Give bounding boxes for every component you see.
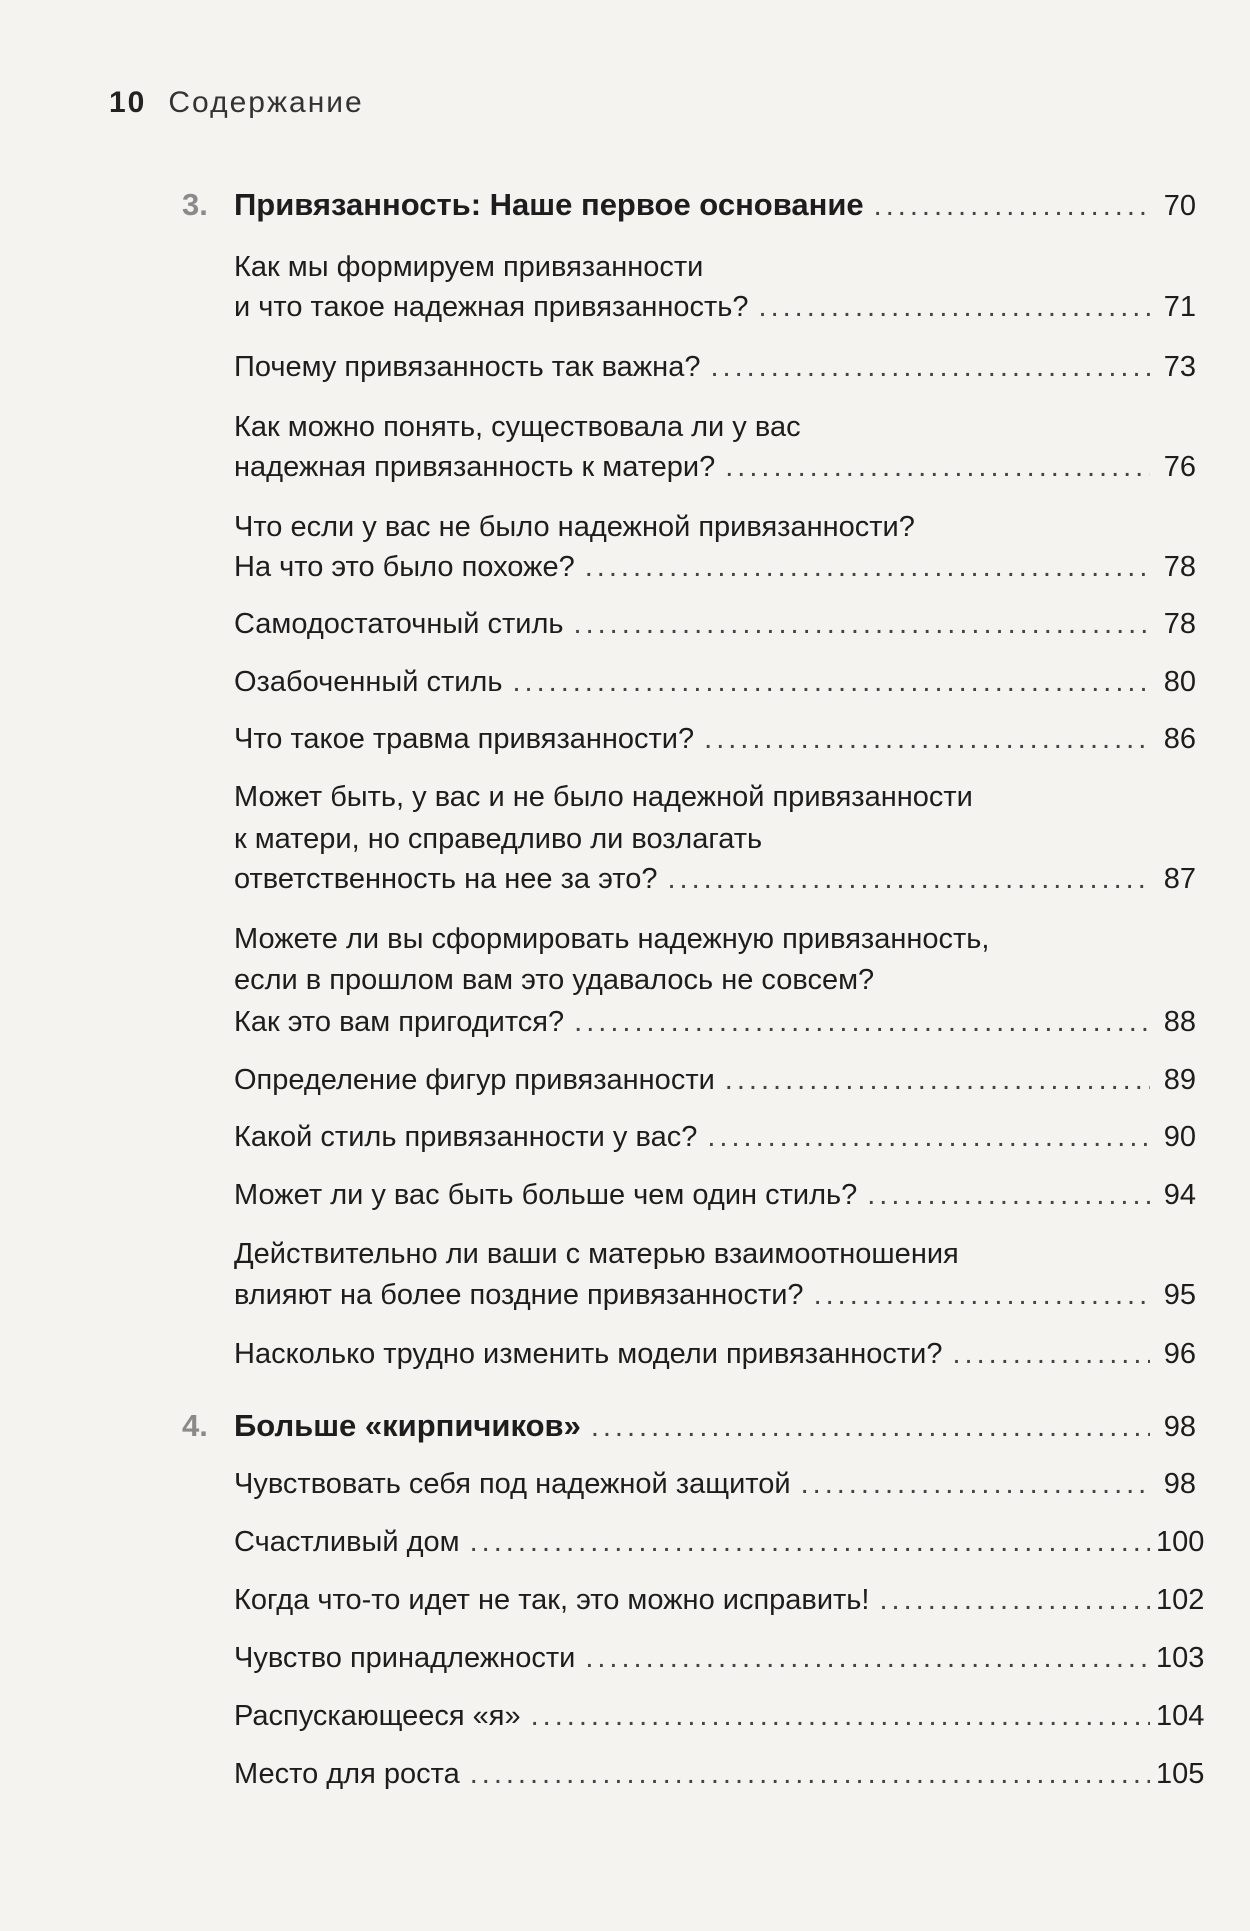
entry-page: 88 (1163, 1006, 1196, 1038)
toc-entry: Какой стиль привязанности у вас? ..... 90 (234, 1120, 1196, 1154)
running-header (109, 86, 364, 120)
chapter-page: 98 (1163, 1411, 1196, 1443)
toc-entry: Почему привязанность так важна? ..... 73 (234, 350, 1196, 384)
leader-dots (874, 189, 1150, 223)
toc-entry-line: Можете ли вы сформировать надежную привязанность, (234, 923, 990, 955)
entry-page: 76 (1163, 451, 1196, 483)
leader-dots (512, 665, 1150, 699)
chapter-number: 3. (182, 187, 208, 222)
leader-dots (531, 1699, 1150, 1733)
toc-entry: Насколько трудно изменить модели привязанности? ..... 96 (234, 1337, 1196, 1371)
entry-page: 78 (1163, 608, 1196, 640)
leader-dots (667, 862, 1150, 896)
entry-page: 105 (1156, 1758, 1205, 1790)
leader-dots (814, 1278, 1150, 1312)
toc-entry: На что это было похоже? ..... 78 (234, 550, 1196, 584)
entry-page: 103 (1156, 1642, 1205, 1674)
leader-dots (707, 1120, 1150, 1154)
toc-entry: Как это вам пригодится? ..... 88 (234, 1005, 1196, 1039)
chapter-page: 70 (1163, 190, 1196, 222)
leader-dots (585, 550, 1150, 584)
entry-page: 90 (1163, 1121, 1196, 1153)
chapter-title: Больше «кирпичиков» (234, 1408, 581, 1443)
leader-dots (759, 290, 1150, 324)
leader-dots (879, 1583, 1150, 1617)
entry-page: 80 (1163, 666, 1196, 698)
leader-dots (704, 722, 1150, 756)
leader-dots (725, 450, 1150, 484)
chapter-4-row (182, 1408, 1196, 1444)
leader-dots (591, 1410, 1150, 1444)
leader-dots (867, 1178, 1150, 1212)
leader-dots (574, 1005, 1150, 1039)
entry-page: 71 (1163, 291, 1196, 323)
toc-entry: влияют на более поздние привязанности? ..... 95 (234, 1278, 1196, 1312)
toc-entry: и что такое надежная привязанность? ..... 71 (234, 290, 1196, 324)
entry-page: 96 (1163, 1338, 1196, 1370)
toc-entry-line: если в прошлом вам это удавалось не совсем? (234, 964, 875, 996)
toc-entry: Чувствовать себя под надежной защитой ..... 98 (234, 1467, 1196, 1501)
entry-page: 86 (1163, 723, 1196, 755)
leader-dots (470, 1757, 1150, 1791)
toc-entry-line: Как можно понять, существовала ли у вас (234, 411, 801, 443)
entry-page: 95 (1163, 1279, 1196, 1311)
page-number: 10 (109, 86, 147, 119)
toc-entry: Озабоченный стиль ..... 80 (234, 665, 1196, 699)
chapter-3-row (182, 187, 1196, 223)
entry-page: 98 (1163, 1468, 1196, 1500)
toc-entry-line: к матери, но справедливо ли возлагать (234, 823, 763, 855)
toc-entry: Может ли у вас быть больше чем один стиль? ..... 94 (234, 1178, 1196, 1212)
entry-page: 94 (1163, 1179, 1196, 1211)
toc-entry-line: Что если у вас не было надежной привязанности? (234, 511, 915, 543)
entry-page: 100 (1156, 1526, 1205, 1558)
toc-entry: Что такое травма привязанности? ..... 86 (234, 722, 1196, 756)
leader-dots (725, 1063, 1150, 1097)
leader-dots (470, 1525, 1150, 1559)
entry-page: 87 (1163, 863, 1196, 895)
toc-entry-line: Как мы формируем привязанности (234, 251, 704, 283)
leader-dots (585, 1641, 1150, 1675)
toc-entry-line: Действительно ли ваши с матерью взаимоотношения (234, 1238, 959, 1270)
toc-entry: Место для роста ..... 105 (234, 1757, 1196, 1791)
entry-page: 89 (1163, 1064, 1196, 1096)
leader-dots (574, 607, 1150, 641)
toc-entry: Когда что-то идет не так, это можно исправить! ..... 102 (234, 1583, 1196, 1617)
toc-entry-line: Может быть, у вас и не было надежной привязанности (234, 781, 973, 813)
toc-entry: ответственность на нее за это? ..... 87 (234, 862, 1196, 896)
leader-dots (710, 350, 1150, 384)
toc-entry: Распускающееся «я» ..... 104 (234, 1699, 1196, 1733)
toc-entry: Определение фигур привязанности ..... 89 (234, 1063, 1196, 1097)
chapter-number: 4. (182, 1408, 208, 1443)
toc-entry: надежная привязанность к матери? ..... 76 (234, 450, 1196, 484)
toc-entry: Счастливый дом ..... 100 (234, 1525, 1196, 1559)
toc-entry: Самодостаточный стиль ..... 78 (234, 607, 1196, 641)
leader-dots (801, 1467, 1150, 1501)
entry-page: 102 (1156, 1584, 1205, 1616)
leader-dots (952, 1337, 1150, 1371)
header-title: Содержание (168, 86, 364, 119)
entry-page: 73 (1163, 351, 1196, 383)
toc-entry: Чувство принадлежности ..... 103 (234, 1641, 1196, 1675)
entry-page: 78 (1163, 551, 1196, 583)
chapter-title: Привязанность: Наше первое основание (234, 187, 864, 222)
entry-page: 104 (1156, 1700, 1205, 1732)
